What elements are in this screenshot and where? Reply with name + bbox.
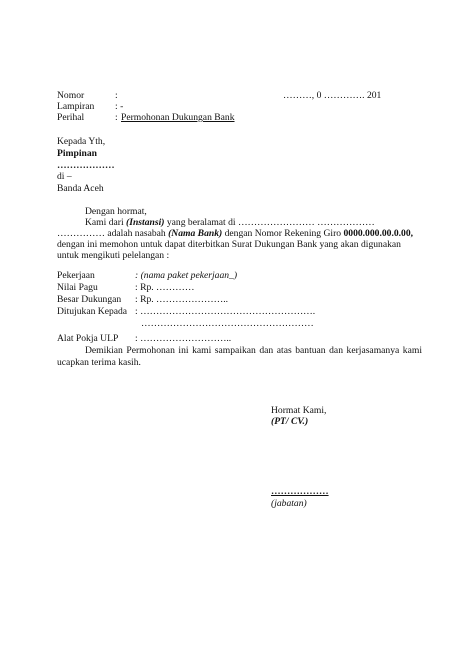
pokja-value: : ……………………….. (135, 333, 232, 344)
nomor-colon: : (115, 90, 118, 101)
ditujukan-value: : ………………………………………………. (135, 306, 316, 317)
body-kami-dari: Kami dari (85, 217, 124, 228)
perihal-label: Perihal (57, 112, 85, 123)
recipient-di: di – (57, 171, 72, 182)
body-line-2 (57, 228, 413, 240)
body-rekening-label: dengan Nomor Rekening Giro (224, 228, 342, 239)
recipient-name: ……………… (57, 160, 115, 171)
ditujukan-label: Ditujukan Kepada (57, 306, 128, 317)
ditujukan-value-2: ……………………………………………… (141, 318, 314, 329)
recipient-greeting: Kepada Yth, (57, 136, 106, 147)
pagu-label: Nilai Pagu (57, 282, 98, 293)
dukungan-label: Besar Dukungan (57, 294, 122, 305)
pagu-value: : Rp. ………… (135, 282, 195, 293)
lampiran-value: : - (115, 101, 124, 112)
perihal-value: Permohonan Dukungan Bank (121, 112, 235, 123)
signatory-name: ……………… (271, 486, 329, 497)
closing-paragraph: Demikian Permohonan ini kami sampaikan dan atas bantuan dan kerjasamanya kami ucapkan terima kasih. (57, 345, 422, 368)
signatory-position: (jabatan) (271, 498, 307, 509)
body-instansi: (Instansi) (126, 217, 165, 228)
recipient-city: Banda Aceh (57, 183, 104, 194)
perihal-colon: : (115, 112, 118, 123)
body-nasabah: …………… adalah nasabah (57, 228, 166, 239)
nomor-label: Nomor (57, 90, 85, 101)
pekerjaan-value: : (nama paket pekerjaan_) (135, 270, 238, 281)
lampiran-label: Lampiran (57, 101, 95, 112)
company: (PT/ CV.) (271, 416, 309, 427)
dukungan-value: : Rp. ………………….. (135, 294, 229, 305)
salutation: Dengan hormat, (85, 206, 147, 217)
recipient-title: Pimpinan (57, 148, 97, 159)
pekerjaan-label: Pekerjaan (57, 270, 95, 281)
body-rekening-number: 0000.000.00.0.00, (343, 228, 414, 239)
body-line-4: untuk mengikuti pelelangan : (57, 250, 170, 261)
body-beralamat: yang beralamat di …………………… ……………… (166, 217, 375, 228)
pokja-label: Alat Pokja ULP (57, 333, 119, 344)
letter-date: ………, 0 …………. 201 (283, 90, 382, 101)
body-line-3: dengan ini memohon untuk dapat diterbitkan Surat Dukungan Bank yang akan digunakan (57, 239, 401, 250)
body-nama-bank: (Nama Bank) (168, 228, 223, 239)
regards: Hormat Kami, (271, 405, 327, 416)
body-line-1 (85, 217, 375, 229)
